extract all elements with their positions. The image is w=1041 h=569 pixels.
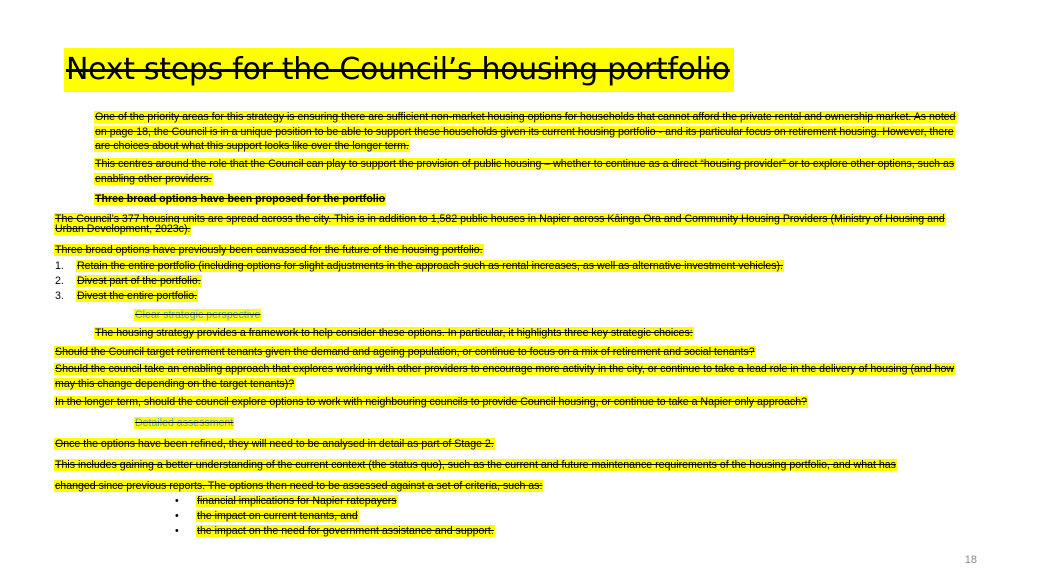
bullet-item bbox=[174, 524, 495, 539]
refined-text: Once the options have been refined, they will need to be analysed in detail as part of Stage 2. bbox=[55, 438, 494, 450]
question-2 bbox=[54, 362, 964, 391]
intro-text-1: One of the priority areas for this strategy is ensuring there are sufficient non-market housing options for households that cannot afford the private rental and ownership market. As noted on page 18, the Council is in a unique position to be able to support these households given its current housing portfolio - and its particular focus on retirement housing. However, there are choices about what this support looks like over the longer term. bbox=[95, 111, 956, 152]
includes-text: This includes gaining a better understanding of the current context (the status quo), such as the current and future maintenance requirements of the housing portfolio, and what has bbox=[55, 459, 896, 471]
canvassed-paragraph bbox=[54, 243, 964, 258]
intro-paragraph-2 bbox=[94, 157, 964, 186]
framework-paragraph bbox=[94, 326, 964, 341]
includes-paragraph bbox=[54, 458, 964, 473]
detailed-heading bbox=[134, 416, 234, 431]
refined-paragraph bbox=[54, 437, 964, 452]
option-number: 3. bbox=[55, 290, 64, 302]
option-number: 2. bbox=[55, 275, 64, 287]
question-1-text: Should the Council target retirement tenants given the demand and ageing population, or continue to focus on a mix of retirement and social tenants? bbox=[55, 346, 755, 358]
strategic-heading-text: Clear strategic perspective bbox=[135, 309, 261, 321]
question-3-text: In the longer term, should the council explore options to work with neighbouring councils to provide Council housing, or continue to take a Napier only approach? bbox=[55, 396, 808, 408]
bullet-mark: • bbox=[175, 525, 179, 537]
option-number: 1. bbox=[55, 260, 64, 272]
option-text: Divest part of the portfolio. bbox=[77, 275, 201, 287]
page-number: 18 bbox=[964, 554, 977, 566]
question-1 bbox=[54, 345, 964, 360]
option-item bbox=[54, 289, 964, 304]
page-title: Next steps for the Council’s housing portfolio bbox=[64, 48, 734, 92]
canvassed-text: Three broad options have previously been canvassed for the future of the housing portfolio. bbox=[55, 244, 483, 256]
bullet-mark: • bbox=[175, 495, 179, 507]
question-2-text: Should the council take an enabling approach that explores working with other providers to encourage more activity in the city, or continue to take a lead role in the delivery of housing (and how may this change depending on the target tenants)? bbox=[55, 363, 955, 390]
bullet-mark: • bbox=[175, 510, 179, 522]
changed-paragraph bbox=[54, 479, 964, 494]
intro-text-2: This centres around the role that the Council can play to support the provision of public housing – whether to continue as a direct “housing provider” or to explore other options, such as enabling other providers. bbox=[95, 158, 955, 185]
bullet-text: the impact on the need for government assistance and support. bbox=[197, 525, 494, 537]
bullet-text: financial implications for Napier ratepayers bbox=[197, 495, 397, 507]
intro-paragraph-1 bbox=[94, 110, 964, 154]
options-heading-text: Three broad options have been proposed for the portfolio bbox=[95, 193, 386, 205]
detailed-heading-text: Detailed assessment bbox=[135, 417, 234, 429]
question-3 bbox=[54, 395, 964, 410]
options-heading bbox=[94, 192, 964, 207]
option-text: Retain the entire portfolio (including options for slight adjustments in the approach such as rental increases, as well as alternative investment vehicles). bbox=[77, 260, 784, 272]
units-paragraph bbox=[54, 214, 964, 234]
units-text: The Council’s 377 housing units are spread across the city. This is in addition to 1,582 public houses in Napier across Kāinga Ora and Community Housing Providers (Ministry of Housing and Urban Development, 2023c). bbox=[55, 213, 945, 235]
bullet-text: the impact on current tenants, and bbox=[197, 510, 358, 522]
strategic-heading bbox=[134, 308, 261, 323]
option-item bbox=[54, 274, 964, 289]
option-item bbox=[54, 259, 964, 274]
framework-text: The housing strategy provides a framework to help consider these options. In particular, it highlights three key strategic choices: bbox=[95, 327, 693, 339]
bullet-item bbox=[174, 494, 398, 509]
changed-text: changed since previous reports. The options then need to be assessed against a set of criteria, such as: bbox=[55, 480, 543, 492]
bullet-item bbox=[174, 509, 359, 524]
option-text: Divest the entire portfolio. bbox=[77, 290, 198, 302]
